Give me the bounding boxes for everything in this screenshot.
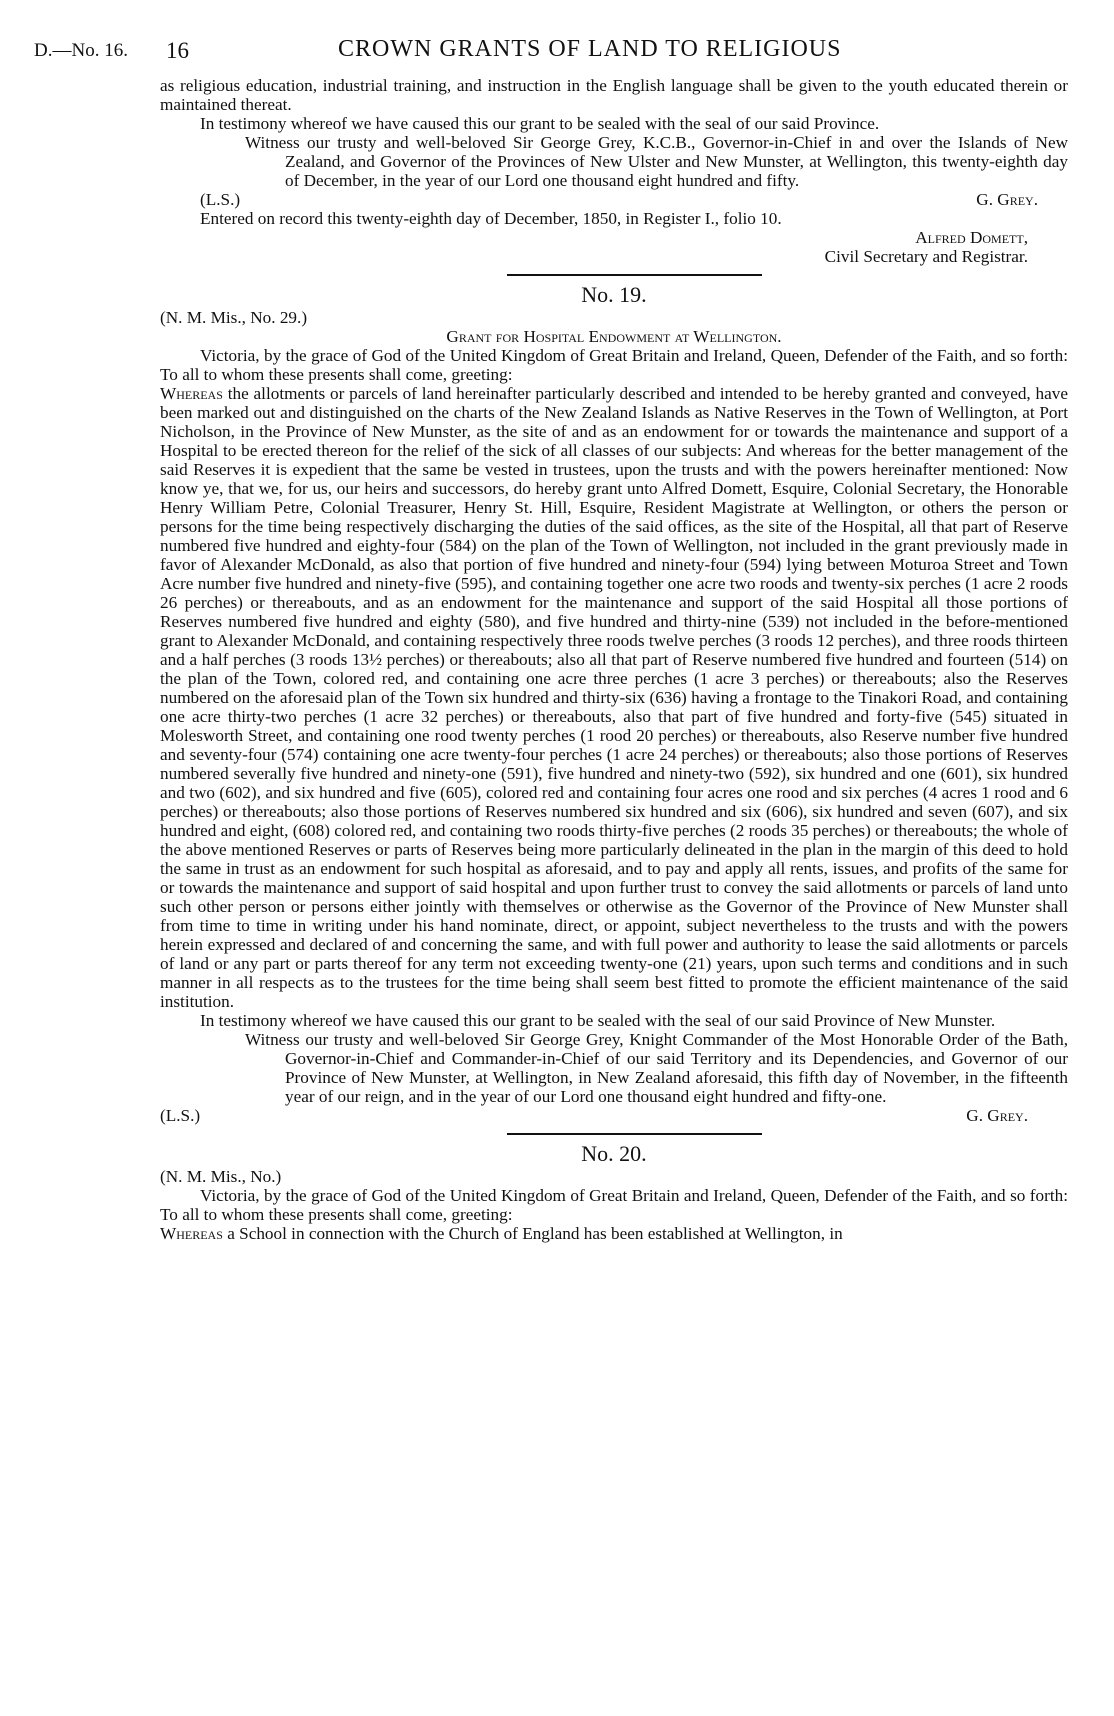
registrar-name: Alfred Domett, <box>915 228 1028 247</box>
grant18-seal: (L.S.) <box>200 190 241 209</box>
grant18-signature-line <box>160 190 1068 209</box>
page-header <box>0 36 1114 66</box>
running-title: CROWN GRANTS OF LAND TO RELIGIOUS <box>338 36 842 62</box>
grant18-continuation: as religious education, industrial training, and instruction in the English language shall be given to the youth educated therein or maintained thereat. <box>160 76 1068 114</box>
grant19-body-text: the allotments or parcels of land hereinafter particularly described and intended to be hereby granted and conveyed, have been marked out and distinguished on the charts of the New Zealand Islands as Native Reserves in the Town of Wellington, at Port Nicholson, in the Province of New Munster, as the site of and as an endowment for or towards the maintenance and support of a Hospital to be erected thereon for the relief of the sick of all classes of our subjects: And whereas for the better management of the said Reserves it is expedient that the same be vested in trustees, upon the trusts and with the powers hereinafter mentioned: Now know ye, that we, for us, our heirs and successors, do hereby grant unto Alfred Domett, Esquire, Colonial Secretary, the Honorable Henry William Petre, Colonial Treasurer, Henry St. Hill, Esquire, Resident Magistrate at Wellington, or others the person or persons for the time being respectively discharging the duties of the said offices, as the site of the Hospital, all that part of Reserve numbered five hundred and eighty-four (584) on the plan of the Town of Wellington, not included in the grant previously made in favor of Alexander McDonald, as also that portion of five hundred and ninety-four (594) lying between Moturoa Street and Town Acre number five hundred and ninety-five (595), and containing together one acre two roods and twenty-six perches (1 acre 2 roods 26 perches) or thereabouts, and as an endowment for the maintenance and support of the said Hospital all those portions of Reserves numbered five hundred and eighty (580), and five hundred and thirty-nine (539) not included in the before-mentioned grant to Alexander McDonald, and containing respectively three roods twelve perches (3 roods 12 perches), and three roods thirteen and a half perches (3 roods 13½ perches) or thereabouts; also all that part of Reserve numbered five hundred and fourteen (514) on the plan of the Town, colored red, and containing one acre three perches (1 acre 3 perches) or thereabouts; also the Reserves numbered on the aforesaid plan of the Town six hundred and thirty-six (636) having a frontage to the Tinakori Road, and containing one acre thirty-two perches (1 acre 32 perches) or thereabouts, also that part of five hundred and forty-five (545) situated in Molesworth Street, and containing one rood twenty perches (1 rood 20 perches) or thereabouts, also Reserve number five hundred and seventy-four (574) containing one acre twenty-four perches (1 acre 24 perches) or thereabouts; also those portions of Reserves numbered severally five hundred and ninety-one (591), five hundred and ninety-two (592), six hundred and one (601), six hundred and two (602), and six hundred and five (605), colored red and containing four acres one rood and six perches (4 acres 1 rood and 6 perches) or thereabouts; also those portions of Reserves numbered six hundred and six (606), six hundred and seven (607), and six hundred and eight, (608) colored red, and containing two roods thirty-five perches (2 roods 35 perches) or thereabouts; the whole of the above mentioned Reserves or parts of Reserves being more particularly delineated in the plan in the margin of this deed to hold the same in trust as an endowment for such hospital as aforesaid, and to pay and apply all rents, issues, and profits of the same for or towards the maintenance and support of said hospital and upon further trust to convey the said allotments or parcels of land unto such other person or persons either jointly with themselves or otherwise as the Governor of the Province of New Munster shall from time to time in writing under his hand nominate, direct, or appoint, subject nevertheless to the trusts and with the powers herein expressed and declared of and concerning the same, and with full power and authority to lease the said allotments or parcels of land or any part or parts thereof for any term not exceeding twenty-one (21) years, upon such terms and conditions and in such manner in all respects as to the trustees for the time being shall seem best fitted to promote the efficient maintenance of the said institution. <box>160 384 1068 1011</box>
grant18-signature: G. Grey. <box>976 190 1038 209</box>
grant20-ref: (N. M. Mis., No.) <box>160 1167 282 1186</box>
grant20-intro: Victoria, by the grace of God of the United Kingdom of Great Britain and Ireland, Queen, Defender of the Faith, and so forth: To all to whom these presents shall come, greeting: <box>160 1186 1068 1224</box>
grant19-testimony: In testimony whereof we have caused this our grant to be sealed with the seal of our said Province of New Munster. <box>200 1011 996 1030</box>
section-divider <box>507 1133 762 1135</box>
page-number: 16 <box>166 38 189 63</box>
grant20-whereas: Whereas <box>160 1224 223 1243</box>
grant19-intro: Victoria, by the grace of God of the United Kingdom of Great Britain and Ireland, Queen, Defender of the Faith, and so forth: To all to whom these presents shall come, greeting: <box>160 346 1068 384</box>
grant18-testimony: In testimony whereof we have caused this our grant to be sealed with the seal of our said Province. <box>200 114 880 133</box>
grant18-entered: Entered on record this twenty-eighth day of December, 1850, in Register I., folio 10. <box>200 209 782 228</box>
grant20-body <box>160 1224 1068 1243</box>
grant19-signature: G. Grey. <box>966 1106 1028 1125</box>
section-divider <box>507 274 762 276</box>
grant20-body-text: a School in connection with the Church of England has been established at Wellington, in <box>227 1224 843 1243</box>
grant20-number: No. 20. <box>581 1141 647 1166</box>
grant18-witness: Witness our trusty and well-beloved Sir George Grey, K.C.B., Governor-in-Chief in and over the Islands of New Zealand, and Governor of the Provinces of New Ulster and New Munster, at Wellington, this twenty-eighth day of December, in the year of our Lord one thousand eight hundred and fifty. <box>245 133 1068 190</box>
document-reference: D.—No. 16. <box>34 40 128 61</box>
grant19-seal: (L.S.) <box>160 1106 201 1125</box>
grant19-signature-line <box>160 1106 1068 1125</box>
page-body <box>160 76 1068 1243</box>
grant19-whereas: Whereas <box>160 384 223 403</box>
grant19-witness: Witness our trusty and well-beloved Sir George Grey, Knight Commander of the Most Honorable Order of the Bath, Governor-in-Chief and Commander-in-Chief of our said Territory and its Dependencies, and Governor of our Province of New Munster, at Wellington, in New Zealand aforesaid, this fifth day of November, in the fifteenth year of our reign, and in the year of our Lord one thousand eight hundred and fifty-one. <box>245 1030 1068 1106</box>
grant19-ref: (N. M. Mis., No. 29.) <box>160 308 308 327</box>
grant19-number: No. 19. <box>581 282 647 307</box>
registrar-title: Civil Secretary and Registrar. <box>824 247 1028 266</box>
grant19-heading: Grant for Hospital Endowment at Wellington. <box>446 327 782 346</box>
grant19-body <box>160 384 1068 1011</box>
